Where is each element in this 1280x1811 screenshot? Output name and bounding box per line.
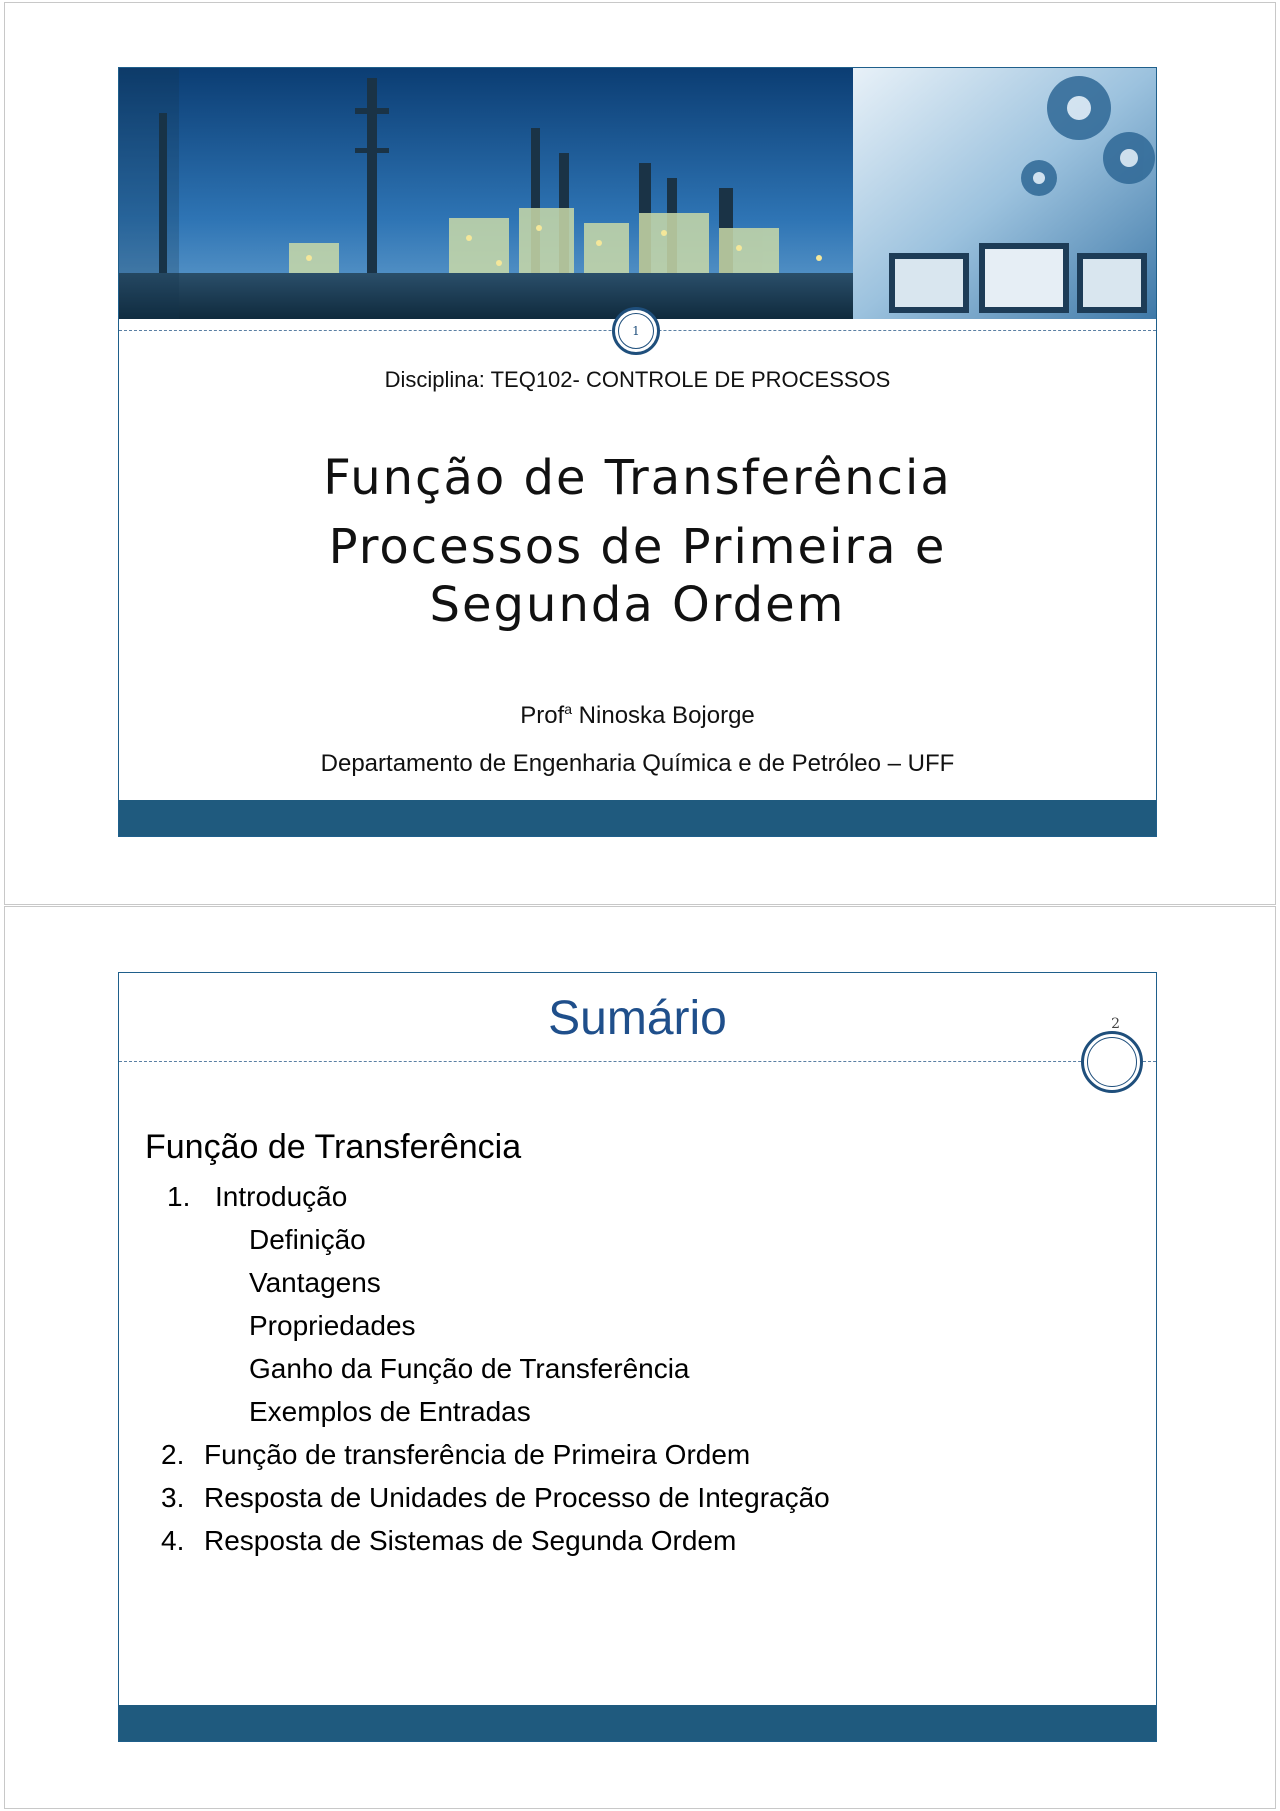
toc-heading: Função de Transferência: [145, 1128, 522, 1166]
banner-image-refinery: [119, 68, 1156, 319]
toc-item: 4. Resposta de Sistemas de Segunda Ordem: [161, 1525, 737, 1556]
slide-number-circle: [1081, 1016, 1143, 1093]
slide-2: [118, 972, 1157, 1742]
toc-subitem: Exemplos de Entradas: [249, 1396, 531, 1427]
slide-1: [118, 67, 1157, 837]
toc-item: 2. Função de transferência de Primeira Ordem: [161, 1439, 751, 1470]
course-subject: Disciplina: TEQ102- CONTROLE DE PROCESSOS: [384, 367, 891, 392]
professor: Prof$^a$ Ninoska Bojorge: [520, 701, 755, 729]
footer-bar: [119, 1705, 1156, 1741]
toc-subitem: Definição: [249, 1224, 366, 1255]
toc-subitem: Propriedades: [249, 1310, 416, 1341]
toc-subitem: Vantagens: [249, 1267, 381, 1298]
department: Departamento de Engenharia Química e de Petróleo – UFF: [320, 750, 955, 777]
footer-bar: [119, 800, 1156, 836]
divider-line: [119, 1061, 1156, 1062]
title-line-1: Função de Transferência: [323, 450, 952, 506]
toc-subitem: Ganho da Função de Transferência: [249, 1353, 690, 1384]
slide-title: Sumário: [548, 992, 727, 1045]
toc-item: 3. Resposta de Unidades de Processo de Integração: [161, 1482, 830, 1513]
toc-item: 1. Introdução: [167, 1181, 348, 1212]
slide-number: 2: [1111, 1016, 1120, 1032]
title-line-2: Processos de Primeira e: [328, 519, 947, 575]
slide-number-circle: [612, 307, 660, 355]
slide-number: 1: [632, 324, 640, 338]
title-line-3: Segunda Ordem: [429, 577, 846, 633]
